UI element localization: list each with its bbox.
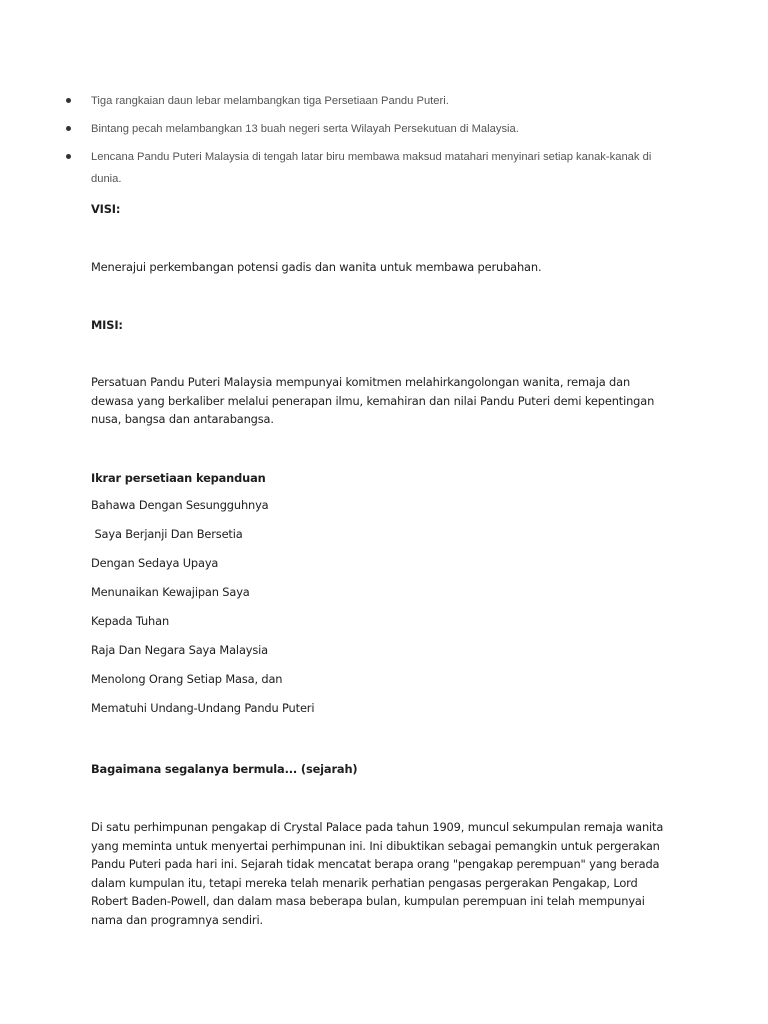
pledge-line: Menolong Orang Setiap Masa, dan xyxy=(91,672,283,686)
list-item-text: Bintang pecah melambangkan 13 buah negeri serta Wilayah Persekutuan di Malaysia. xyxy=(91,123,519,135)
pledge-line: Menunaikan Kewajipan Saya xyxy=(91,585,250,599)
list-item xyxy=(64,118,674,140)
list-item xyxy=(64,90,674,112)
misi-heading: MISI: xyxy=(91,318,123,332)
list-item-text: Tiga rangkaian daun lebar melambangkan tiga Persetiaan Pandu Puteri. xyxy=(91,95,449,107)
sejarah-text: Di satu perhimpunan pengakap di Crystal Palace pada tahun 1909, muncul sekumpulan remaja wanita yang meminta untuk menyertai perhimpunan ini. Ini dibuktikan sebagai pemangkin untuk pergerakan Pandu Puteri pada hari ini. Sejarah tidak mencatat berapa orang "pengakap perempuan" yang berada dalam kumpulan itu, tetapi mereka telah menarik perhatian pengasas pergerakan Pengakap, Lord Robert Baden-Powell, dan dalam masa beberapa bulan, kumpulan perempuan ini telah mempunyai nama dan programnya sendiri. xyxy=(91,820,664,927)
pledge-line: Mematuhi Undang-Undang Pandu Puteri xyxy=(91,701,315,715)
symbol-meaning-list xyxy=(64,90,674,196)
pledge-line: Raja Dan Negara Saya Malaysia xyxy=(91,643,268,657)
bullet-icon xyxy=(66,154,71,159)
list-item-text: Lencana Pandu Puteri Malaysia di tengah latar biru membawa maksud matahari menyinari setiap kanak-kanak di dunia. xyxy=(91,151,652,185)
misi-text: Persatuan Pandu Puteri Malaysia mempunyai komitmen melahirkangolongan wanita, remaja dan dewasa yang berkaliber melalui penerapan ilmu, kemahiran dan nilai Pandu Puteri demi kepentingan nusa, bangsa dan antarabangsa. xyxy=(91,375,655,426)
visi-text: Menerajui perkembangan potensi gadis dan wanita untuk membawa perubahan. xyxy=(91,260,542,274)
pledge-line: Bahawa Dengan Sesungguhnya xyxy=(91,498,269,512)
sejarah-heading: Bagaimana segalanya bermula... (sejarah) xyxy=(91,762,358,776)
pledge-line: Kepada Tuhan xyxy=(91,614,170,628)
pledge-line: Dengan Sedaya Upaya xyxy=(91,556,219,570)
ikrar-heading: Ikrar persetiaan kepanduan xyxy=(91,471,266,485)
pledge-line: Saya Berjanji Dan Bersetia xyxy=(91,527,243,541)
list-item xyxy=(64,146,674,190)
visi-heading: VISI: xyxy=(91,202,121,216)
bullet-icon xyxy=(66,126,71,131)
bullet-icon xyxy=(66,98,71,103)
